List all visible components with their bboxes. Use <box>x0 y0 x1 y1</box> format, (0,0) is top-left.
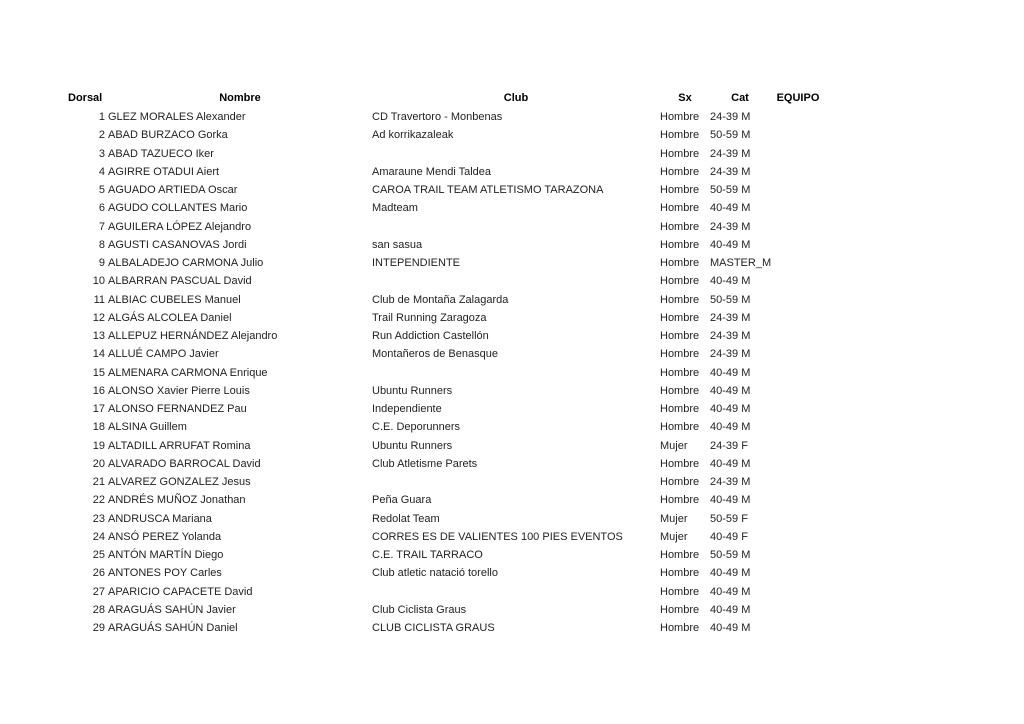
column-header-sx: Sx <box>678 92 692 104</box>
cell-sx: Hombre <box>660 202 700 215</box>
cell-cat: 40-49 M <box>710 567 751 580</box>
cell-dorsal: 4 <box>98 165 105 178</box>
cell-club: CAROA TRAIL TEAM ATLETISMO TARAZONA <box>372 184 604 197</box>
cell-cat: 50-59 F <box>710 512 748 525</box>
cell-nombre: ALBALADEJO CARMONA Julio <box>108 257 264 270</box>
cell-nombre: ARAGUÁS SAHÚN Javier <box>108 603 236 616</box>
cell-cat: 40-49 F <box>710 530 748 543</box>
cell-cat: 40-49 M <box>710 384 751 397</box>
cell-cat: 24-39 M <box>710 311 751 324</box>
cell-cat: 24-39 M <box>710 220 751 233</box>
cell-nombre: ALONSO FERNANDEZ Pau <box>108 403 247 416</box>
cell-dorsal: 22 <box>92 494 105 507</box>
table-row <box>68 345 826 363</box>
cell-dorsal: 2 <box>98 129 105 142</box>
table-row <box>68 528 826 546</box>
table-row <box>68 583 826 601</box>
cell-nombre: ABAD TAZUECO Iker <box>108 147 214 160</box>
cell-dorsal: 27 <box>92 585 105 598</box>
cell-club: Ad korrikazaleak <box>372 129 454 142</box>
cell-sx: Hombre <box>660 384 700 397</box>
cell-cat: MASTER_M <box>710 257 772 270</box>
cell-cat: 24-39 M <box>710 476 751 489</box>
cell-nombre: ALLEPUZ HERNÁNDEZ Alejandro <box>108 330 278 343</box>
cell-sx: Hombre <box>660 257 700 270</box>
cell-nombre: ALBARRAN PASCUAL David <box>108 275 252 288</box>
cell-cat: 50-59 M <box>710 549 751 562</box>
cell-nombre: ALGÁS ALCOLEA Daniel <box>108 311 232 324</box>
cell-dorsal: 3 <box>98 147 105 160</box>
cell-nombre: ALVARADO BARROCAL David <box>108 457 261 470</box>
cell-dorsal: 1 <box>98 111 105 124</box>
table-row <box>68 364 826 382</box>
table-row <box>68 327 826 345</box>
column-header-nombre: Nombre <box>219 92 261 104</box>
cell-dorsal: 11 <box>93 293 105 306</box>
cell-sx: Hombre <box>660 348 700 361</box>
cell-club: C.E. TRAIL TARRACO <box>372 549 483 562</box>
cell-cat: 50-59 M <box>710 129 751 142</box>
cell-club: Madteam <box>372 202 418 215</box>
cell-nombre: ANTÓN MARTÍN Diego <box>108 549 224 562</box>
table-row <box>68 309 826 327</box>
cell-nombre: ALMENARA CARMONA Enrique <box>108 366 268 379</box>
table-row <box>68 418 826 436</box>
cell-club: Run Addiction Castellón <box>372 330 489 343</box>
cell-sx: Hombre <box>660 293 700 306</box>
cell-sx: Hombre <box>660 366 700 379</box>
table-row <box>68 126 826 144</box>
cell-nombre: ALBIAC CUBELES Manuel <box>108 293 241 306</box>
column-header-dorsal: Dorsal <box>68 92 103 104</box>
cell-club: Independiente <box>372 403 442 416</box>
cell-sx: Hombre <box>660 129 700 142</box>
cell-nombre: ALTADILL ARRUFAT Romina <box>108 439 251 452</box>
cell-club: CLUB CICLISTA GRAUS <box>372 622 495 635</box>
cell-cat: 40-49 M <box>710 275 751 288</box>
cell-sx: Hombre <box>660 421 700 434</box>
table-row <box>68 546 826 564</box>
cell-sx: Hombre <box>660 476 700 489</box>
cell-dorsal: 28 <box>92 603 105 616</box>
cell-cat: 24-39 M <box>710 111 751 124</box>
cell-cat: 40-49 M <box>710 622 751 635</box>
cell-nombre: APARICIO CAPACETE David <box>108 585 253 598</box>
cell-club: san sasua <box>372 238 423 251</box>
cell-club: Peña Guara <box>372 494 432 507</box>
cell-sx: Hombre <box>660 603 700 616</box>
cell-club: Trail Running Zaragoza <box>372 311 487 324</box>
cell-cat: 24-39 F <box>710 439 748 452</box>
cell-dorsal: 17 <box>92 403 105 416</box>
cell-cat: 24-39 M <box>710 330 751 343</box>
cell-dorsal: 13 <box>92 330 105 343</box>
cell-sx: Mujer <box>660 512 688 525</box>
table-row <box>68 455 826 473</box>
cell-cat: 40-49 M <box>710 585 751 598</box>
cell-sx: Hombre <box>660 311 700 324</box>
cell-club: INTEPENDIENTE <box>372 257 461 270</box>
table-row <box>68 564 826 582</box>
table-row <box>68 473 826 491</box>
cell-nombre: ABAD BURZACO Gorka <box>108 129 228 142</box>
cell-sx: Hombre <box>660 165 700 178</box>
cell-nombre: ANDRUSCA Mariana <box>108 512 212 525</box>
cell-club: Club Atletisme Parets <box>372 457 478 470</box>
cell-dorsal: 23 <box>92 512 105 525</box>
cell-sx: Hombre <box>660 567 700 580</box>
cell-sx: Hombre <box>660 238 700 251</box>
table-row <box>68 510 826 528</box>
cell-dorsal: 14 <box>92 348 105 361</box>
cell-club: Club Ciclista Graus <box>372 603 467 616</box>
cell-sx: Hombre <box>660 457 700 470</box>
table-row <box>68 400 826 418</box>
cell-club: Ubuntu Runners <box>372 439 453 452</box>
table-row <box>68 218 826 236</box>
cell-dorsal: 15 <box>92 366 105 379</box>
cell-dorsal: 16 <box>92 384 105 397</box>
column-header-equipo: EQUIPO <box>776 92 820 104</box>
cell-cat: 40-49 M <box>710 457 751 470</box>
table-row <box>68 199 826 217</box>
cell-nombre: AGUSTI CASANOVAS Jordi <box>108 238 247 251</box>
cell-sx: Hombre <box>660 549 700 562</box>
cell-cat: 50-59 M <box>710 293 751 306</box>
cell-club: CD Travertoro - Monbenas <box>372 111 503 124</box>
cell-dorsal: 20 <box>92 457 105 470</box>
cell-club: CORRES ES DE VALIENTES 100 PIES EVENTOS <box>372 530 623 543</box>
cell-nombre: ANSÓ PEREZ Yolanda <box>108 530 222 543</box>
cell-cat: 40-49 M <box>710 366 751 379</box>
table-row <box>68 254 826 272</box>
table-row <box>68 236 826 254</box>
cell-dorsal: 6 <box>98 202 105 215</box>
cell-sx: Hombre <box>660 585 700 598</box>
table-row <box>68 437 826 455</box>
cell-dorsal: 29 <box>92 622 105 635</box>
cell-sx: Hombre <box>660 494 700 507</box>
cell-dorsal: 19 <box>92 439 105 452</box>
cell-sx: Hombre <box>660 220 700 233</box>
cell-club: C.E. Deporunners <box>372 421 461 434</box>
cell-dorsal: 12 <box>92 311 105 324</box>
cell-dorsal: 8 <box>98 238 105 251</box>
table-row <box>68 108 826 126</box>
table-row <box>68 291 826 309</box>
column-header-cat: Cat <box>731 92 749 104</box>
cell-cat: 40-49 M <box>710 238 751 251</box>
cell-dorsal: 24 <box>92 530 105 543</box>
cell-nombre: AGUADO ARTIEDA Oscar <box>108 184 238 197</box>
table-row <box>68 601 826 619</box>
cell-cat: 40-49 M <box>710 421 751 434</box>
participants-table <box>68 88 826 637</box>
cell-cat: 50-59 M <box>710 184 751 197</box>
cell-nombre: ARAGUÁS SAHÚN Daniel <box>108 622 238 635</box>
table-row <box>68 145 826 163</box>
cell-dorsal: 18 <box>92 421 105 434</box>
cell-cat: 24-39 M <box>710 147 751 160</box>
cell-dorsal: 7 <box>98 220 105 233</box>
cell-nombre: ANTONES POY Carles <box>108 567 222 580</box>
cell-nombre: ALONSO Xavier Pierre Louis <box>108 384 250 397</box>
cell-sx: Hombre <box>660 111 700 124</box>
table-row <box>68 163 826 181</box>
cell-cat: 40-49 M <box>710 403 751 416</box>
cell-club: Club de Montaña Zalagarda <box>372 293 509 306</box>
cell-cat: 24-39 M <box>710 348 751 361</box>
cell-cat: 40-49 M <box>710 494 751 507</box>
cell-nombre: GLEZ MORALES Alexander <box>108 111 246 124</box>
cell-nombre: ALLUÉ CAMPO Javier <box>108 348 219 361</box>
cell-nombre: AGIRRE OTADUI Aiert <box>108 165 220 178</box>
cell-cat: 40-49 M <box>710 202 751 215</box>
cell-nombre: AGUDO COLLANTES Mario <box>108 202 248 215</box>
table-row <box>68 382 826 400</box>
cell-sx: Mujer <box>660 530 688 543</box>
cell-nombre: AGUILERA LÓPEZ Alejandro <box>108 220 252 233</box>
cell-dorsal: 9 <box>98 257 105 270</box>
cell-sx: Hombre <box>660 622 700 635</box>
cell-sx: Hombre <box>660 403 700 416</box>
table-row <box>68 619 826 637</box>
table-row <box>68 272 826 290</box>
cell-dorsal: 26 <box>92 567 105 580</box>
table-header-row <box>68 88 826 108</box>
cell-dorsal: 5 <box>98 184 105 197</box>
table-row <box>68 181 826 199</box>
cell-club: Amaraune Mendi Taldea <box>372 165 492 178</box>
cell-cat: 40-49 M <box>710 603 751 616</box>
table-row <box>68 491 826 509</box>
cell-nombre: ANDRÉS MUÑOZ Jonathan <box>108 494 246 507</box>
cell-nombre: ALVAREZ GONZALEZ Jesus <box>108 476 251 489</box>
cell-sx: Hombre <box>660 275 700 288</box>
cell-cat: 24-39 M <box>710 165 751 178</box>
cell-dorsal: 25 <box>92 549 105 562</box>
cell-club: Redolat Team <box>372 512 440 525</box>
cell-club: Montañeros de Benasque <box>372 348 498 361</box>
column-header-club: Club <box>503 92 529 104</box>
cell-nombre: ALSINA Guillem <box>108 421 187 434</box>
table-body <box>68 108 826 637</box>
cell-sx: Hombre <box>660 147 700 160</box>
cell-sx: Hombre <box>660 330 700 343</box>
cell-sx: Hombre <box>660 184 700 197</box>
cell-dorsal: 21 <box>92 476 105 489</box>
cell-dorsal: 10 <box>92 275 105 288</box>
cell-club: Ubuntu Runners <box>372 384 453 397</box>
cell-sx: Mujer <box>660 439 688 452</box>
cell-club: Club atletic natació torello <box>372 567 498 580</box>
